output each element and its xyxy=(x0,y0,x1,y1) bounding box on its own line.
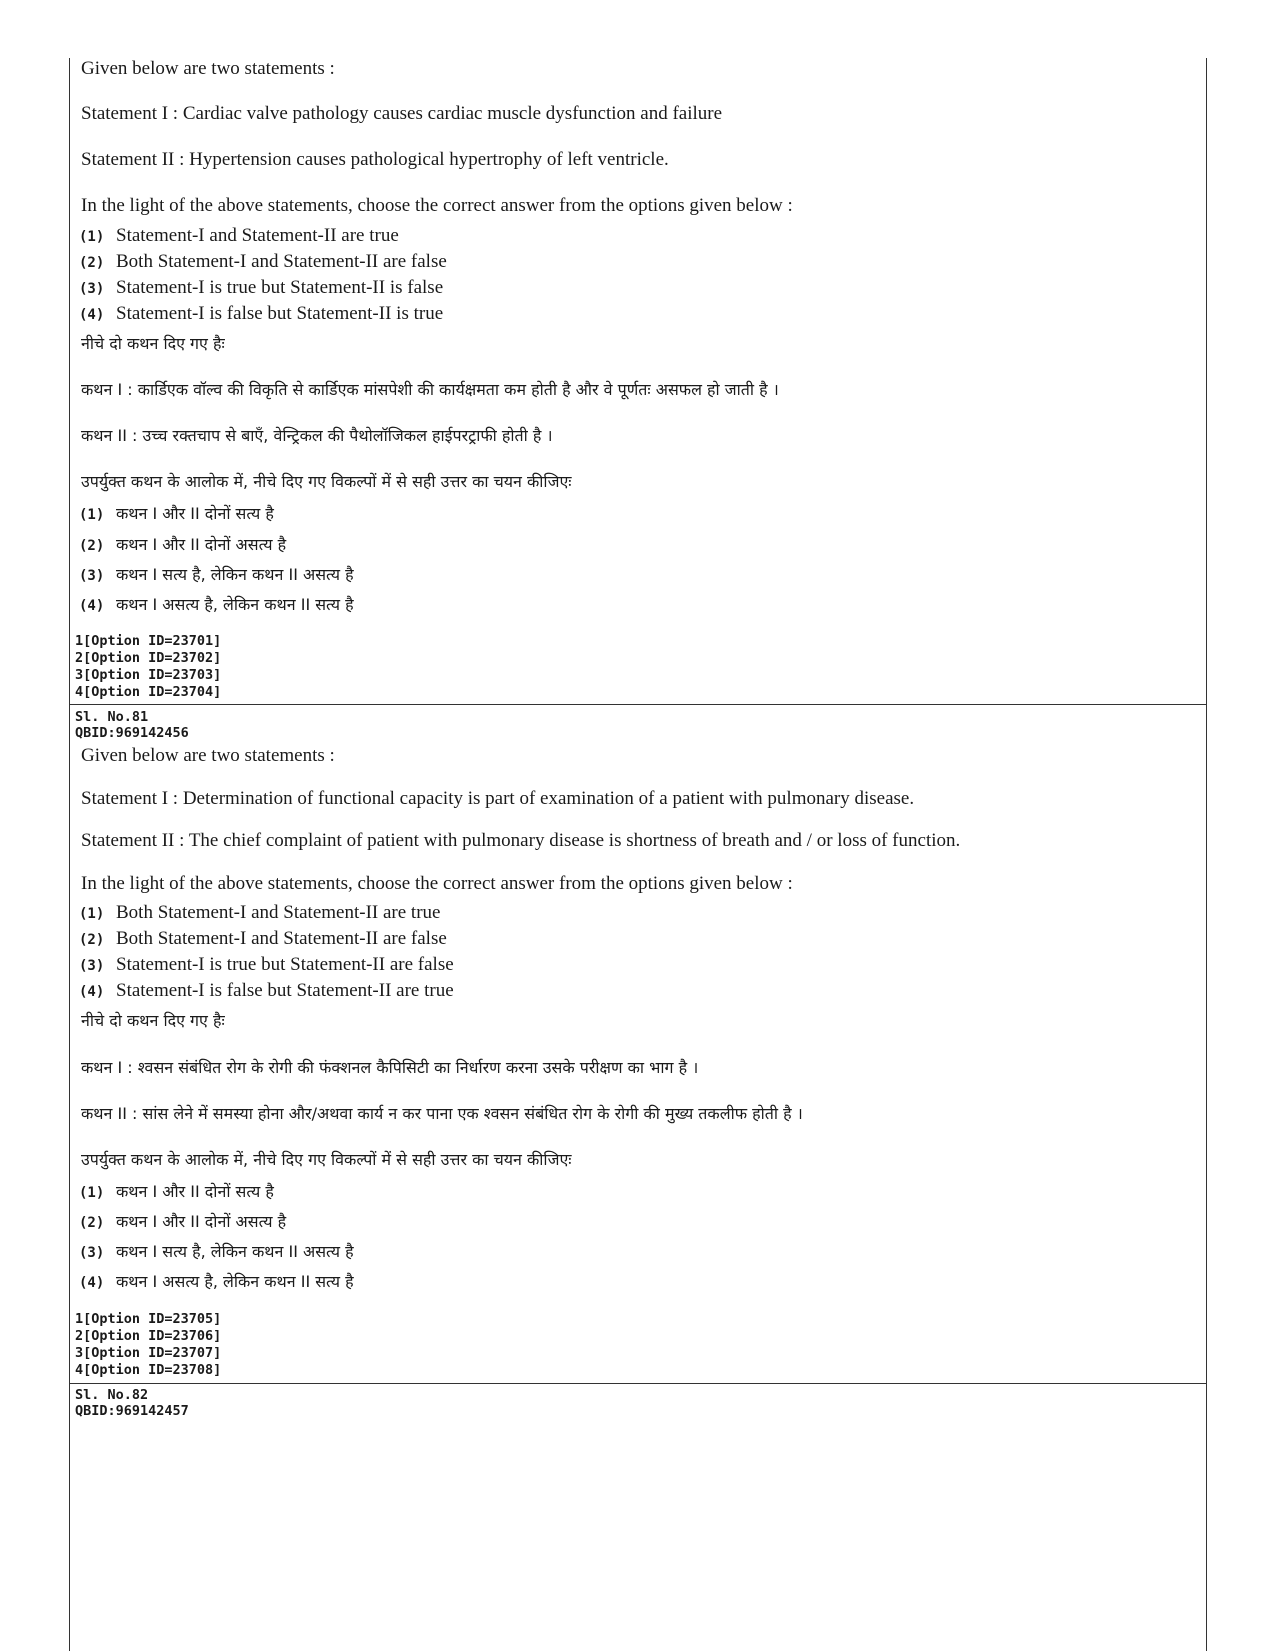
option-hi-4 xyxy=(79,1270,354,1292)
option-en-1 xyxy=(79,225,399,247)
option-en-1 xyxy=(79,902,440,924)
qbid: QBID:969142456 xyxy=(75,725,189,741)
option-text: Statement-I is true but Statement-II is false xyxy=(116,277,444,298)
statement-1: Statement I : Cardiac valve pathology causes cardiac muscle dysfunction and failure xyxy=(81,103,723,124)
option-number: (2) xyxy=(79,255,105,271)
option-hi-1 xyxy=(79,502,274,524)
qbid: QBID:969142457 xyxy=(75,1403,189,1419)
option-number: (4) xyxy=(79,1275,105,1291)
option-id: 1[Option ID=23705] xyxy=(75,1311,222,1327)
statement-2: Statement II : The chief complaint of patient with pulmonary disease is shortness of breath and / or loss of function. xyxy=(81,830,961,851)
option-text: Statement-I is false but Statement-II is true xyxy=(116,303,444,324)
option-number: (1) xyxy=(79,1185,105,1201)
question-frame xyxy=(69,58,1207,1651)
question-prompt: In the light of the above statements, choose the correct answer from the options given below : xyxy=(81,873,793,894)
question-intro: Given below are two statements : xyxy=(81,58,335,79)
question-prompt: In the light of the above statements, choose the correct answer from the options given below : xyxy=(81,195,793,216)
option-number: (1) xyxy=(79,906,105,922)
option-text: Both Statement-I and Statement-II are false xyxy=(116,251,447,272)
option-number: (4) xyxy=(79,984,105,1000)
option-id-list xyxy=(75,1311,221,1379)
option-text: कथन I असत्य है, लेकिन कथन II सत्य है xyxy=(116,595,354,614)
option-text: कथन I और II दोनों असत्य है xyxy=(116,535,287,554)
option-id: 3[Option ID=23703] xyxy=(75,667,222,683)
option-hi-3 xyxy=(79,1240,354,1262)
option-number: (1) xyxy=(79,229,105,245)
option-en-2 xyxy=(79,928,447,950)
option-number: (3) xyxy=(79,568,105,584)
option-number: (2) xyxy=(79,1215,105,1231)
option-text: कथन I सत्य है, लेकिन कथन II असत्य है xyxy=(116,1242,354,1261)
serial-number: Sl. No.82 xyxy=(75,1387,149,1403)
option-hi-3 xyxy=(79,563,354,585)
option-id: 1[Option ID=23701] xyxy=(75,633,222,649)
hindi-intro: नीचे दो कथन दिए गए हैः xyxy=(81,334,225,353)
option-number: (1) xyxy=(79,507,105,523)
option-hi-1 xyxy=(79,1180,274,1202)
option-en-2 xyxy=(79,251,447,273)
option-number: (3) xyxy=(79,1245,105,1261)
option-text: Both Statement-I and Statement-II are true xyxy=(116,902,441,923)
option-text: Statement-I is false but Statement-II are true xyxy=(116,980,454,1001)
statement-2: Statement II : Hypertension causes pathological hypertrophy of left ventricle. xyxy=(81,149,669,170)
serial-number: Sl. No.81 xyxy=(75,709,149,725)
option-text: Both Statement-I and Statement-II are false xyxy=(116,928,447,949)
option-number: (3) xyxy=(79,958,105,974)
option-number: (4) xyxy=(79,598,105,614)
option-en-3 xyxy=(79,277,443,299)
hindi-intro: नीचे दो कथन दिए गए हैः xyxy=(81,1011,225,1030)
option-id: 2[Option ID=23702] xyxy=(75,650,222,666)
hindi-statement-2: कथन II : सांस लेने में समस्या होना और/अथवा कार्य न कर पाना एक श्वसन संबंधित रोग के रोगी की मुख्य तकलीफ होती है । xyxy=(81,1104,803,1123)
hindi-prompt: उपर्युक्त कथन के आलोक में, नीचे दिए गए विकल्पों में से सही उत्तर का चयन कीजिएः xyxy=(81,472,572,491)
question-divider xyxy=(70,704,1206,705)
hindi-statement-1: कथन I : श्वसन संबंधित रोग के रोगी की फंक्शनल कैपिसिटी का निर्धारण करना उसके परीक्षण का भाग है । xyxy=(81,1058,699,1077)
option-number: (2) xyxy=(79,538,105,554)
option-hi-4 xyxy=(79,593,354,615)
question-intro: Given below are two statements : xyxy=(81,745,335,766)
option-text: कथन I और II दोनों असत्य है xyxy=(116,1212,287,1231)
option-en-4 xyxy=(79,980,454,1002)
option-number: (4) xyxy=(79,307,105,323)
option-text: कथन I सत्य है, लेकिन कथन II असत्य है xyxy=(116,565,354,584)
option-text: Statement-I and Statement-II are true xyxy=(116,225,399,246)
option-number: (2) xyxy=(79,932,105,948)
option-id: 3[Option ID=23707] xyxy=(75,1345,222,1361)
option-en-4 xyxy=(79,303,443,325)
hindi-prompt: उपर्युक्त कथन के आलोक में, नीचे दिए गए विकल्पों में से सही उत्तर का चयन कीजिएः xyxy=(81,1150,572,1169)
hindi-statement-2: कथन II : उच्च रक्तचाप से बाएँ, वेन्ट्रिकल की पैथोलॉजिकल हाईपरट्राफी होती है । xyxy=(81,426,553,445)
option-text: कथन I और II दोनों सत्य है xyxy=(116,504,274,523)
option-hi-2 xyxy=(79,1210,286,1232)
option-id: 2[Option ID=23706] xyxy=(75,1328,222,1344)
option-id: 4[Option ID=23708] xyxy=(75,1362,222,1378)
option-text: कथन I और II दोनों सत्य है xyxy=(116,1182,274,1201)
statement-1: Statement I : Determination of functional capacity is part of examination of a patient with pulmonary disease. xyxy=(81,788,915,809)
option-number: (3) xyxy=(79,281,105,297)
option-text: कथन I असत्य है, लेकिन कथन II सत्य है xyxy=(116,1272,354,1291)
option-text: Statement-I is true but Statement-II are false xyxy=(116,954,454,975)
question-divider xyxy=(70,1383,1206,1384)
option-en-3 xyxy=(79,954,454,976)
option-id-list xyxy=(75,633,221,701)
option-hi-2 xyxy=(79,533,286,555)
option-id: 4[Option ID=23704] xyxy=(75,684,222,700)
hindi-statement-1: कथन I : कार्डिएक वॉल्व की विकृति से कार्डिएक मांसपेशी की कार्यक्षमता कम होती है और वे पूर्णतः असफल हो जाती है । xyxy=(81,380,779,399)
